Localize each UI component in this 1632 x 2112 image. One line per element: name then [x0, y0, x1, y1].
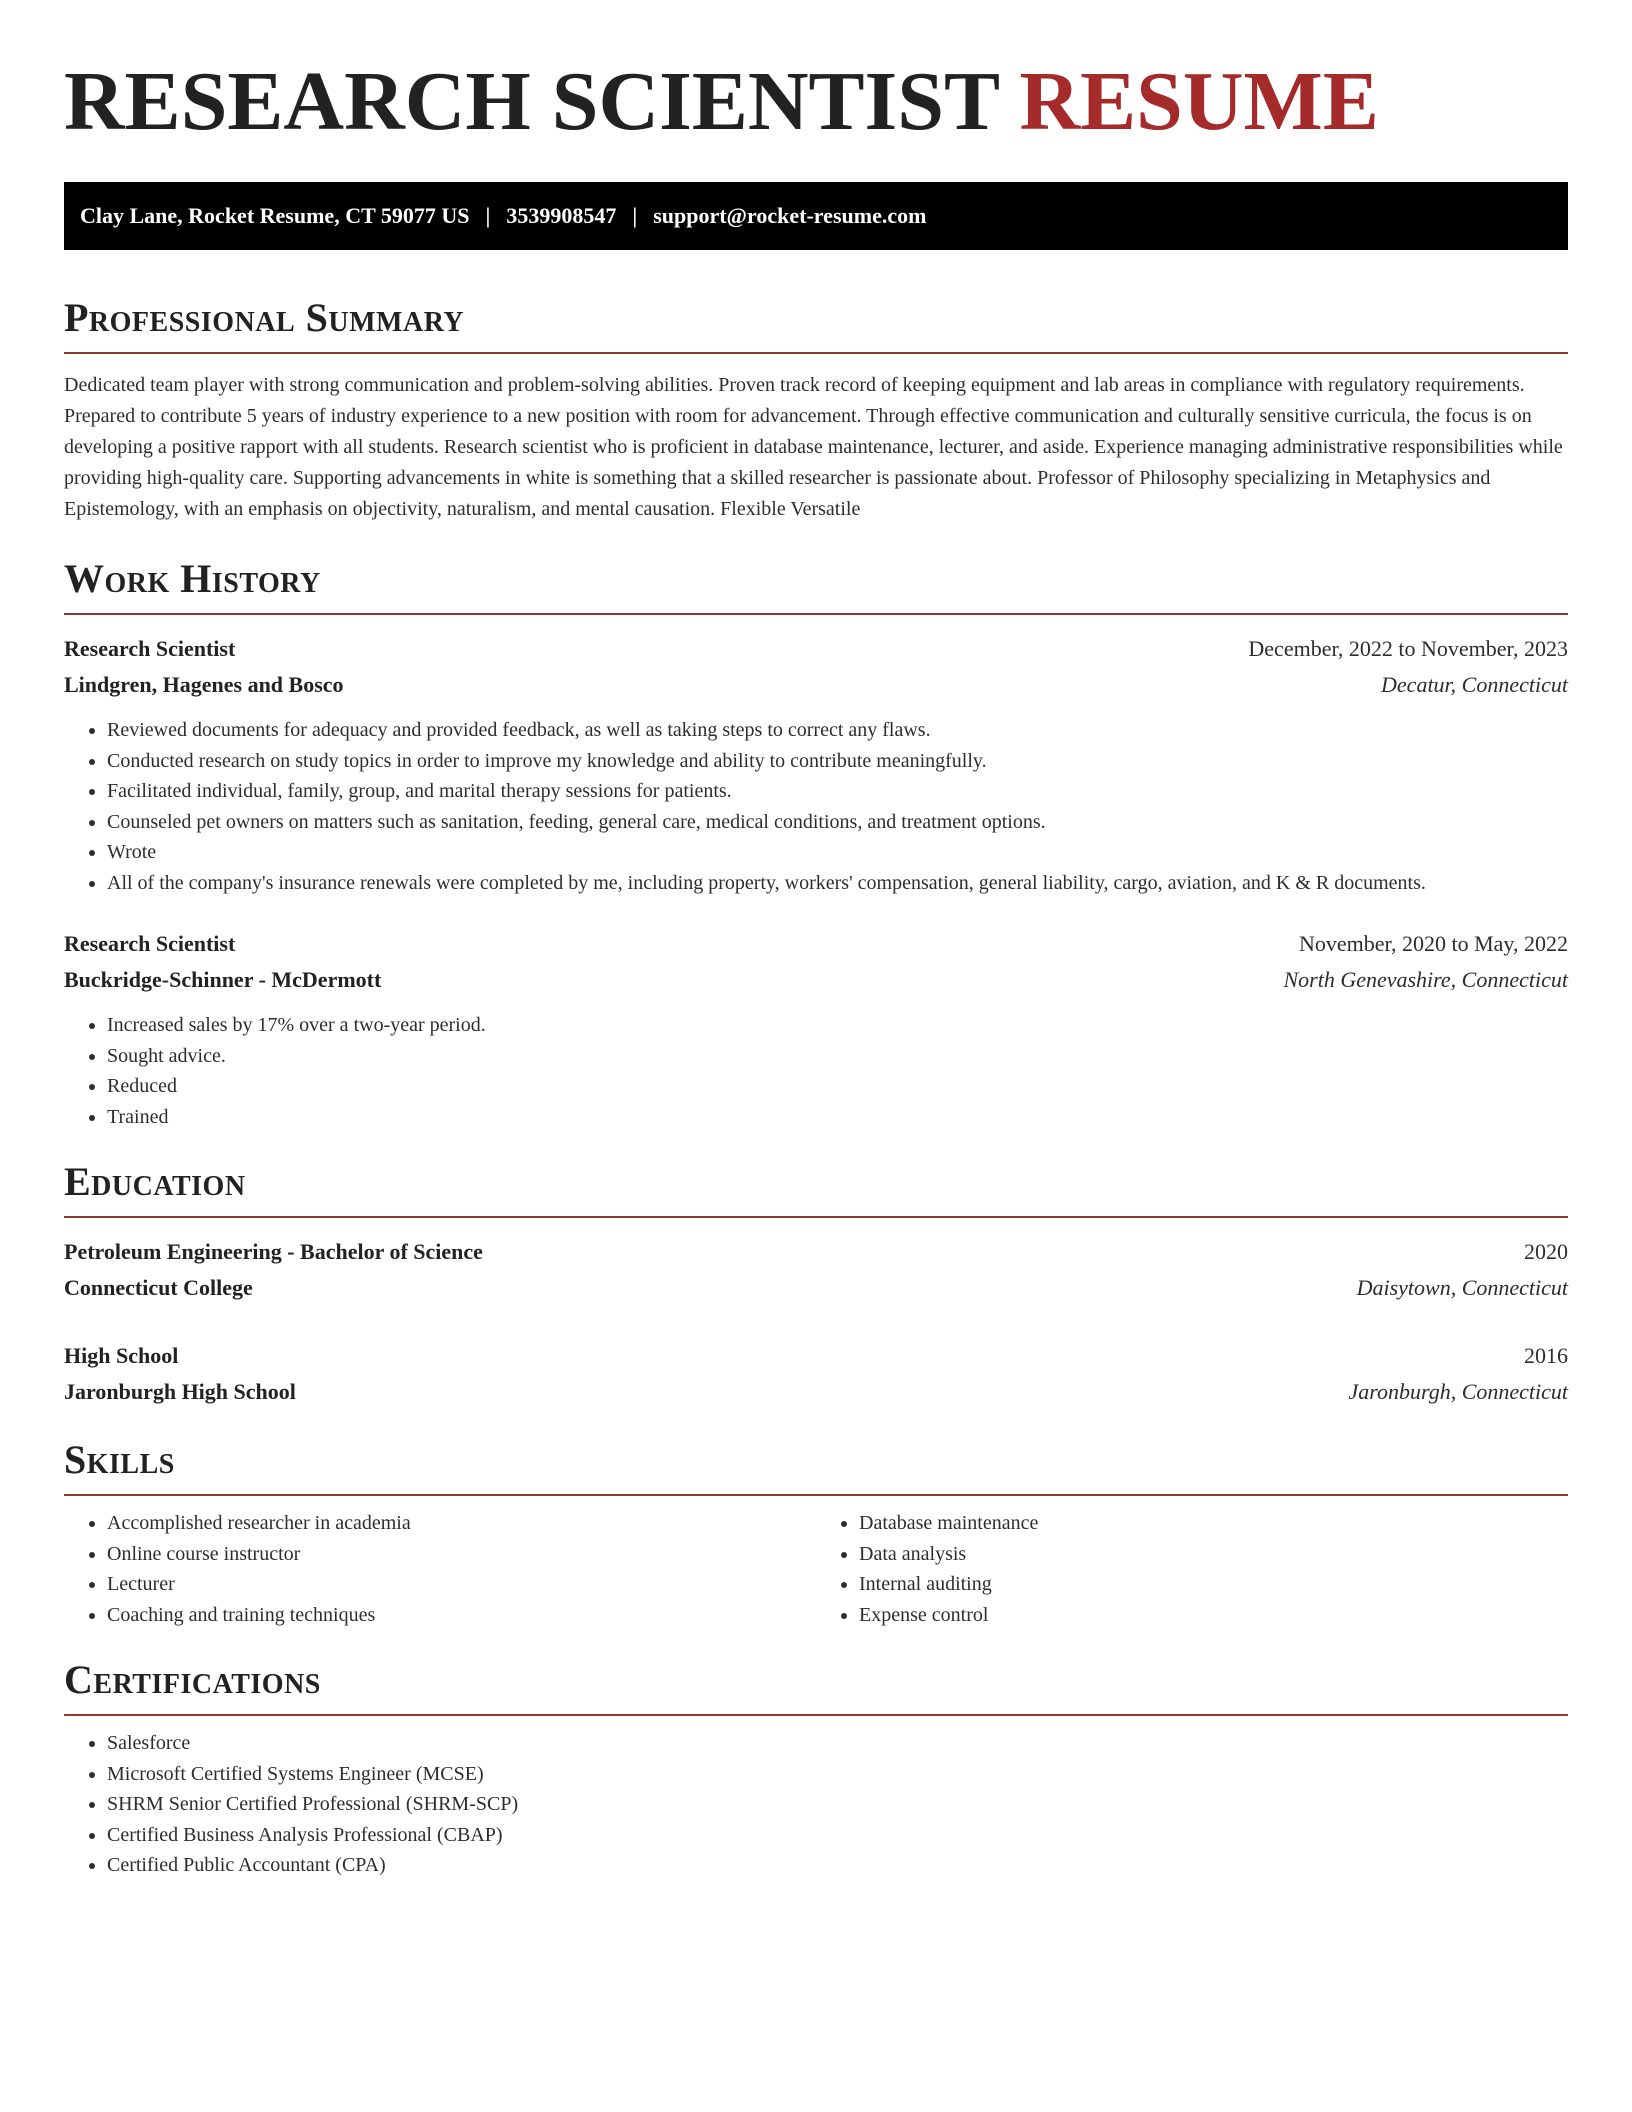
list-item: • Counseled pet owners on matters such as sanitation, feeding, general care, medical conditions, and treatment options. [107, 807, 1568, 838]
education-heading: Education [64, 1158, 1568, 1218]
job-company: Lindgren, Hagenes and Bosco [64, 672, 344, 697]
job-company: Buckridge-Schinner - McDermott [64, 967, 382, 992]
job-entry [64, 926, 1568, 1132]
education-entry [64, 1234, 1568, 1306]
list-item: • Increased sales by 17% over a two-year period. [107, 1010, 1568, 1041]
education-school-row [64, 1270, 1568, 1306]
list-item: • Certified Business Analysis Professional (CBAP) [107, 1820, 1568, 1851]
contact-bar [64, 182, 1568, 250]
list-item: • Salesforce [107, 1728, 1568, 1759]
education-section [64, 1158, 1568, 1410]
summary-text: Dedicated team player with strong communication and problem-solving abilities. Proven track record of keeping equipment and lab areas in compliance with regulatory requirements. Prepared to contribute 5 years of industry experience to a new position with room for advancement. Through effective communication and culturally sensitive curricula, the focus is on developing a positive rapport with all students. Research scientist who is proficient in database maintenance, lecturer, and aside. Experience managing administrative responsibilities while providing high-quality care. Supporting advancements in white is something that a skilled researcher is passionate about. Professor of Philosophy specializing in Metaphysics and Epistemology, with an emphasis on objectivity, naturalism, and mental causation. Flexible Versatile [64, 374, 1563, 520]
list-item: • Reduced [107, 1071, 1568, 1102]
education-year: 2016 [1524, 1343, 1568, 1368]
list-item: • Expense control [859, 1600, 1568, 1631]
list-item: • Database maintenance [859, 1508, 1568, 1539]
list-item: • SHRM Senior Certified Professional (SHRM-SCP) [107, 1789, 1568, 1820]
job-bullets [64, 1010, 1568, 1132]
education-header-row [64, 1338, 1568, 1374]
skills-section [64, 1436, 1568, 1630]
list-item: • Wrote [107, 837, 1568, 868]
job-title: Research Scientist [64, 931, 236, 956]
resume-title [64, 52, 1568, 152]
job-title: Research Scientist [64, 636, 236, 661]
job-location: North Genevashire, Connecticut [1283, 967, 1568, 992]
job-bullets [64, 715, 1568, 898]
education-degree: Petroleum Engineering - Bachelor of Science [64, 1239, 483, 1264]
education-degree: High School [64, 1343, 179, 1368]
job-header-row [64, 631, 1568, 667]
education-entry [64, 1338, 1568, 1410]
education-header-row [64, 1234, 1568, 1270]
skills-grid [64, 1508, 1568, 1630]
job-dates: December, 2022 to November, 2023 [1248, 636, 1568, 661]
list-item: • Facilitated individual, family, group, and marital therapy sessions for patients. [107, 776, 1568, 807]
education-school: Connecticut College [64, 1275, 253, 1300]
contact-address: Clay Lane, Rocket Resume, CT 59077 US [80, 203, 470, 228]
skills-list-left [64, 1508, 816, 1630]
skills-list-right [816, 1508, 1568, 1630]
list-item: • All of the company's insurance renewals were completed by me, including property, workers' compensation, general liability, cargo, aviation, and K & R documents. [107, 868, 1568, 899]
job-header-row [64, 926, 1568, 962]
job-company-row [64, 962, 1568, 998]
list-item: • Conducted research on study topics in order to improve my knowledge and ability to contribute meaningfully. [107, 746, 1568, 777]
list-item: • Data analysis [859, 1539, 1568, 1570]
job-company-row [64, 667, 1568, 703]
education-school-row [64, 1374, 1568, 1410]
title-accent: RESUME [1019, 55, 1379, 148]
certifications-list [64, 1728, 1568, 1881]
list-item: • Online course instructor [107, 1539, 816, 1570]
list-item: • Certified Public Accountant (CPA) [107, 1850, 1568, 1881]
skills-heading: Skills [64, 1436, 1568, 1496]
certifications-heading: Certifications [64, 1656, 1568, 1716]
education-school: Jaronburgh High School [64, 1379, 296, 1404]
list-item: • Accomplished researcher in academia [107, 1508, 816, 1539]
certifications-section [64, 1656, 1568, 1881]
education-location: Jaronburgh, Connecticut [1348, 1379, 1568, 1404]
list-item: • Reviewed documents for adequacy and provided feedback, as well as taking steps to correct any flaws. [107, 715, 1568, 746]
contact-email: support@rocket-resume.com [653, 203, 927, 228]
list-item: • Lecturer [107, 1569, 816, 1600]
summary-heading: Professional Summary [64, 294, 1568, 354]
job-dates: November, 2020 to May, 2022 [1299, 931, 1568, 956]
work-history-heading: Work History [64, 555, 1568, 615]
list-item: • Coaching and training techniques [107, 1600, 816, 1631]
list-item: • Sought advice. [107, 1041, 1568, 1072]
list-item: • Internal auditing [859, 1569, 1568, 1600]
education-location: Daisytown, Connecticut [1356, 1275, 1568, 1300]
job-location: Decatur, Connecticut [1381, 672, 1568, 697]
summary-section [64, 294, 1568, 525]
list-item: • Trained [107, 1102, 1568, 1133]
work-history-section [64, 555, 1568, 1132]
contact-phone: 3539908547 [506, 203, 617, 228]
contact-separator: | [632, 203, 638, 228]
education-year: 2020 [1524, 1239, 1568, 1264]
list-item: • Microsoft Certified Systems Engineer (MCSE) [107, 1759, 1568, 1790]
contact-separator: | [485, 203, 491, 228]
job-entry [64, 631, 1568, 898]
title-main: RESEARCH SCIENTIST [64, 55, 999, 148]
